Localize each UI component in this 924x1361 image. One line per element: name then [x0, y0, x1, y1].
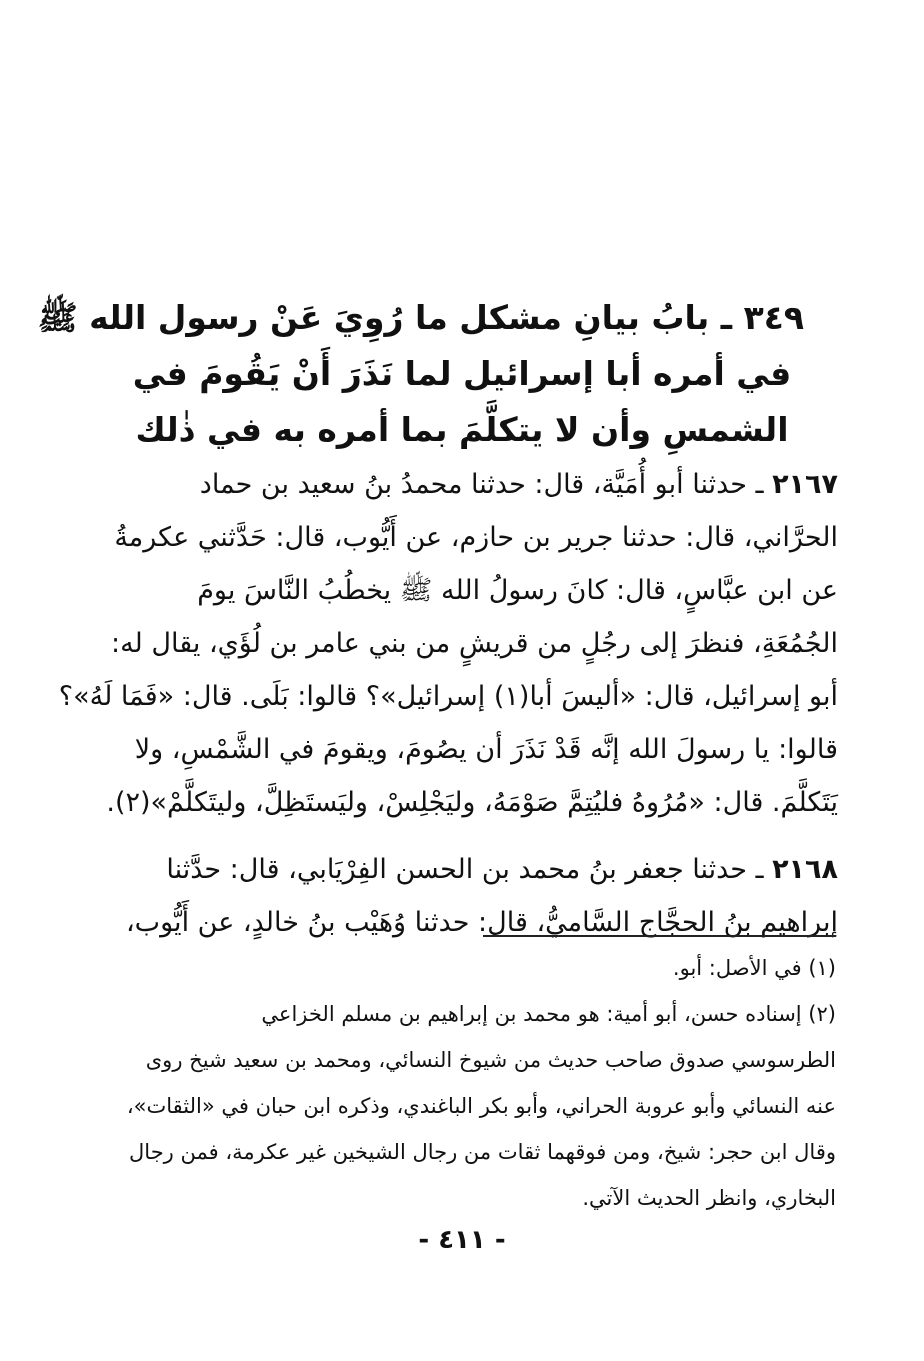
hadith-2168-line — [132, 843, 838, 896]
hadith-2167-line — [132, 458, 838, 511]
hadith-2167-line: قالوا: يا رسولَ الله إنَّه قَدْ نَذَرَ أن يصُومَ، ويقومَ في الشَّمْسِ، ولا — [134, 734, 838, 765]
footnote-line: وقال ابن حجر: شيخ، ومن فوقهما ثقات من رجال الشيخين غير عكرمة، فمن رجال — [129, 1140, 836, 1164]
hadith-2167-line: الحرَّاني، قال: حدثنا جرير بن حازم، عن أَيُّوب، قال: حَدَّثني عكرمةُ — [114, 522, 838, 553]
hadith-number: ٢١٦٧ — [772, 469, 838, 500]
hadith-text: ـ حدثنا أبو أُمَيَّة، قال: حدثنا محمدُ بنُ سعيد بن حماد — [199, 469, 764, 500]
chapter-heading-line: في أمره أبا إسرائيل لما نَذَرَ أَنْ يَقُومَ في — [132, 354, 792, 393]
footnote-line: (١) في الأصل: أبو. — [672, 956, 836, 980]
footnote-line: الطرسوسي صدوق صاحب حديث من شيوخ النسائي، ومحمد بن سعيد شيخ روى — [145, 1048, 836, 1072]
chapter-heading-line: الشمسِ وأن لا يتكلَّمَ بما أمره به في ذٰلك — [135, 410, 789, 449]
chapter-heading — [37, 290, 804, 458]
hadith-2167-line: الجُمُعَةِ، فنظرَ إلى رجُلٍ من قريشٍ من بني عامر بن لُؤَي، يقال له: — [110, 628, 838, 659]
hadith-2168-line: إبراهيم بنُ الحجَّاج السَّاميُّ، قال: حدثنا وُهَيْب بنُ خالدٍ، عن أَيُّوب، — [125, 907, 838, 938]
page-number: - ٤١١ - — [418, 1225, 506, 1255]
footnote-line: عنه النسائي وأبو عروبة الحراني، وأبو بكر الباغندي، وذكره ابن حبان في «الثقات»، — [126, 1094, 836, 1118]
footnote-line: البخاري، وانظر الحديث الآتي. — [582, 1186, 836, 1210]
hadith-2167-line: أبو إسرائيل، قال: «أليسَ أبا(١) إسرائيل»؟ قالوا: بَلَى. قال: «فَمَا لَهُ»؟ — [58, 681, 838, 712]
hadith-2167-line: عن ابن عبَّاسٍ، قال: كانَ رسولُ الله ﷺ يخطُبُ النَّاسَ يومَ — [197, 575, 838, 606]
hadith-text: ـ حدثنا جعفر بنُ محمد بن الحسن الفِرْيَابي، قال: حدَّثنا — [166, 854, 764, 885]
footnote-divider — [483, 935, 836, 937]
paragraph-gap — [132, 829, 838, 843]
chapter-heading-line: ٣٤٩ ـ بابُ بيانِ مشكل ما رُوِيَ عَنْ رسول الله ﷺ — [37, 298, 804, 337]
hadith-2167-line: يَتَكلَّمَ. قال: «مُرُوهُ فليُتِمَّ صَوْمَهُ، وليَجْلِسْ، وليَستَظِلَّ، وليتَكلَّمْ»(٢). — [106, 787, 838, 818]
hadith-number: ٢١٦٨ — [772, 854, 838, 885]
footnotes — [126, 945, 836, 1221]
footnote-line: (٢) إسناده حسن، أبو أمية: هو محمد بن إبراهيم بن مسلم الخزاعي — [261, 1002, 836, 1026]
main-text — [58, 458, 838, 949]
